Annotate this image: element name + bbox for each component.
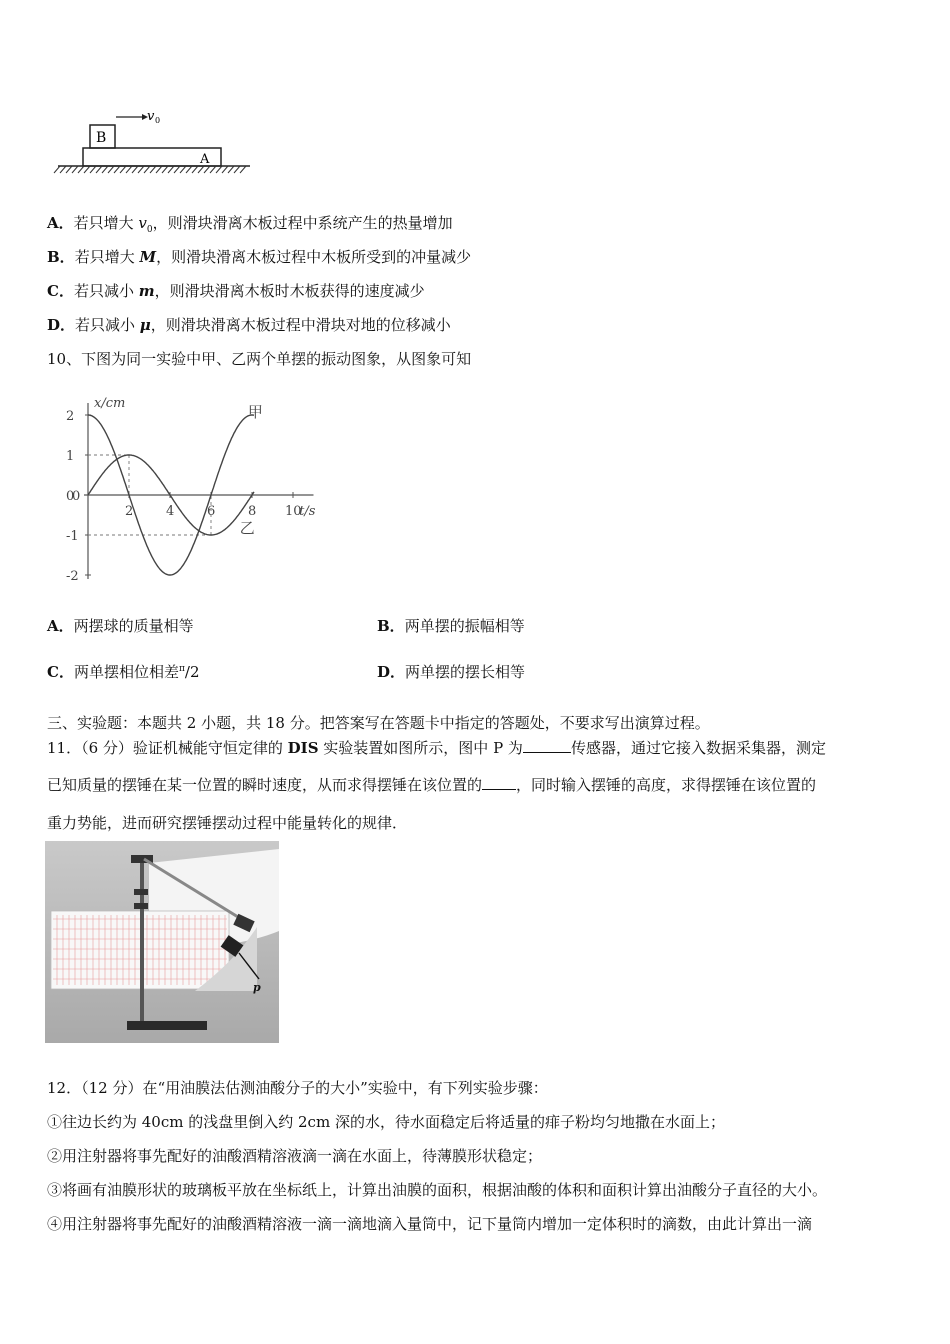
y-tick-label: -2 bbox=[66, 569, 79, 584]
hatch-mark bbox=[96, 166, 102, 173]
x-axis-label: t/s bbox=[299, 504, 316, 519]
hatch-mark bbox=[216, 166, 222, 173]
sensor-clamp-2 bbox=[134, 903, 148, 909]
hatch-mark bbox=[138, 166, 144, 173]
hatch-mark bbox=[156, 166, 162, 173]
hatch-mark bbox=[54, 166, 60, 173]
q12-step-1: ①往边长约为 40cm 的浅盘里倒入约 2cm 深的水，待水面稳定后将适量的痱子粉均匀地撒在水面上； bbox=[47, 1113, 725, 1131]
x-tick-label: 6 bbox=[207, 504, 216, 519]
sensor-clamp-1 bbox=[134, 889, 148, 895]
velocity-subscript: 0 bbox=[155, 116, 161, 125]
hatch-mark bbox=[192, 166, 198, 173]
hatch-mark bbox=[66, 166, 72, 173]
x-tick-label: 10 bbox=[285, 504, 302, 519]
hatch-mark bbox=[162, 166, 168, 173]
y-tick-label: -1 bbox=[66, 529, 79, 544]
hatch-mark bbox=[210, 166, 216, 173]
q10-option-a: A．两摆球的质量相等 bbox=[47, 617, 194, 635]
hatch-mark bbox=[198, 166, 204, 173]
answer-blank-sensor[interactable] bbox=[523, 738, 571, 753]
hatch-mark bbox=[186, 166, 192, 173]
stand-pole bbox=[140, 859, 144, 1027]
oscillation-chart bbox=[55, 380, 345, 590]
q11-line1: 11．（6 分）验证机械能守恒定律的 DIS 实验装置如图所示，图中 P 为 传感器，通过它接入数据采集器，测定 bbox=[47, 739, 826, 757]
hatch-mark bbox=[144, 166, 150, 173]
block-b-label: B bbox=[96, 130, 107, 146]
hatch-mark bbox=[132, 166, 138, 173]
y-tick-label: 0 bbox=[66, 489, 75, 504]
q12-step-4: ④用注射器将事先配好的油酸酒精溶液一滴一滴地滴入量筒中，记下量筒内增加一定体积时的滴数，由此计算出一滴 bbox=[47, 1215, 813, 1233]
hatch-mark bbox=[90, 166, 96, 173]
ground-hatching bbox=[54, 166, 246, 173]
pendulum-apparatus-photo bbox=[45, 841, 279, 1043]
hatch-mark bbox=[114, 166, 120, 173]
hatch-mark bbox=[72, 166, 78, 173]
hatch-mark bbox=[126, 166, 132, 173]
q11-line2: 已知质量的摆锤在某一位置的瞬时速度，从而求得摆锤在该位置的 ，同时输入摆锤的高度，求得摆锤在该位置的 bbox=[47, 776, 817, 794]
q12-step-2: ②用注射器将事先配好的油酸酒精溶液滴一滴在水面上，待薄膜形状稳定； bbox=[47, 1147, 543, 1165]
hatch-mark bbox=[150, 166, 156, 173]
y-tick-label: 1 bbox=[66, 449, 75, 464]
q11-line3: 重力势能，进而研究摆锤摆动过程中能量转化的规律． bbox=[47, 814, 408, 832]
q12-stem: 12．（12 分）在“用油膜法估测油酸分子的大小”实验中，有下列实验步骤： bbox=[47, 1079, 548, 1097]
block-board-figure bbox=[50, 105, 260, 177]
sensor-p-label: p bbox=[253, 981, 261, 994]
section3-heading: 三、实验题：本题共 2 小题，共 18 分。把答案写在答题卡中指定的答题处，不要求写出演算过程。 bbox=[47, 714, 710, 732]
x-tick-label: 4 bbox=[166, 504, 175, 519]
q9-option-a: A．若只增大 $v_0$，则滑块滑离木板过程中系统产生的热量增加 bbox=[47, 214, 453, 235]
velocity-label: v bbox=[147, 109, 155, 124]
hatch-mark bbox=[168, 166, 174, 173]
x-tick-label: 8 bbox=[248, 504, 257, 519]
hatch-mark bbox=[228, 166, 234, 173]
hatch-mark bbox=[204, 166, 210, 173]
q9-option-d: D．若只减小 μ，则滑块滑离木板过程中滑块对地的位移减小 bbox=[47, 316, 451, 334]
answer-blank-energy[interactable] bbox=[482, 775, 516, 790]
hatch-mark bbox=[180, 166, 186, 173]
board-a-label: A bbox=[200, 152, 210, 167]
hatch-mark bbox=[240, 166, 246, 173]
q9-option-c: C．若只减小 m，则滑块滑离木板时木板获得的速度减少 bbox=[47, 282, 425, 300]
x-tick-label: 2 bbox=[125, 504, 134, 519]
hatch-mark bbox=[78, 166, 84, 173]
hatch-mark bbox=[108, 166, 114, 173]
hatch-mark bbox=[222, 166, 228, 173]
hatch-mark bbox=[174, 166, 180, 173]
q10-stem: 10、下图为同一实验中甲、乙两个单摆的振动图象，从图象可知 bbox=[47, 350, 472, 368]
y-axis-label: x/cm bbox=[94, 396, 126, 411]
hatch-mark bbox=[120, 166, 126, 173]
hatch-mark bbox=[102, 166, 108, 173]
q10-option-b: B．两单摆的振幅相等 bbox=[377, 617, 525, 635]
q10-option-c: C．两单摆相位相差$^\pi$/2 bbox=[47, 663, 200, 681]
q10-option-d: D．两单摆的摆长相等 bbox=[377, 663, 526, 681]
hatch-mark bbox=[234, 166, 240, 173]
origin-label: 0 bbox=[72, 489, 81, 504]
q12-step-3: ③将画有油膜形状的玻璃板平放在坐标纸上，计算出油膜的面积，根据油酸的体积和面积计算出油酸分子直径的大小。 bbox=[47, 1181, 828, 1199]
legend-jia: 甲 bbox=[247, 403, 263, 421]
stand-base bbox=[127, 1021, 207, 1030]
hatch-mark bbox=[84, 166, 90, 173]
y-tick-label: 2 bbox=[66, 409, 75, 424]
q9-option-b: B．若只增大 M，则滑块滑离木板过程中木板所受到的冲量减少 bbox=[47, 248, 472, 266]
legend-yi: 乙 bbox=[239, 519, 255, 537]
hatch-mark bbox=[60, 166, 66, 173]
